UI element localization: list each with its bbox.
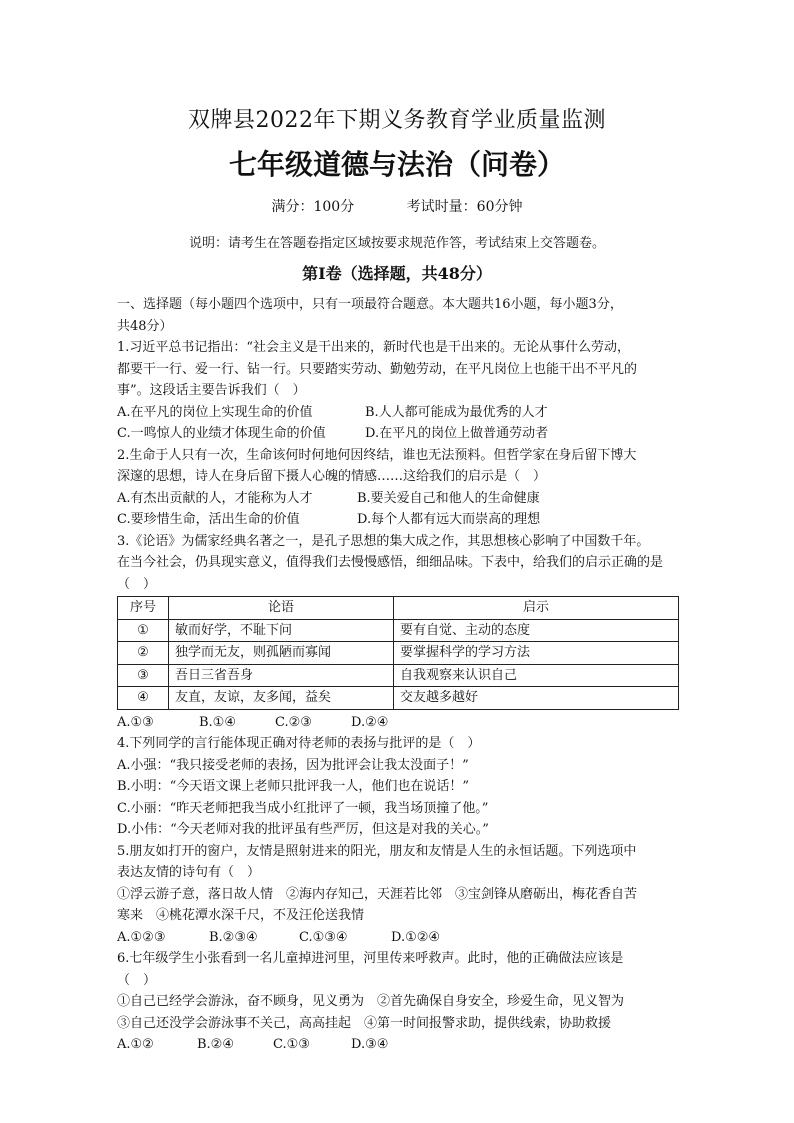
q3-row-insight: 自我观察来认识自己	[394, 664, 679, 687]
q3-row-quote: 敏而好学，不耻下问	[169, 619, 394, 642]
q6-statements-2: ③自己还没学会游泳事不关己，高高挂起 ④第一时间报警求助，提供线索，协助救援	[117, 1015, 612, 1031]
q1-stem-2: 都要干一行、爱一行、钻一行。只要踏实劳动、勤勉劳动，在平凡岗位上也能干出不平凡的	[117, 361, 638, 377]
q5-option-a: A.①②③	[117, 929, 166, 945]
q5-option-c: C.①③④	[299, 929, 348, 945]
table-row	[118, 619, 679, 642]
q3-row-number: ④	[118, 687, 169, 710]
q3-stem-2: 在当今社会，仍具现实意义，值得我们去慢慢感悟，细细品味。下表中，给我们的启示正确的是	[117, 555, 664, 570]
table-row	[118, 687, 679, 710]
q2-option-d: D.每个人都有远大而崇高的理想	[357, 512, 541, 527]
q6-option-d: D.③④	[351, 1037, 389, 1052]
full-score: 满分：100分	[271, 199, 355, 215]
q3-row-quote: 友直，友谅，友多闻，益矣	[169, 687, 394, 710]
q1-options-row-2	[117, 423, 683, 445]
q3-header-quote: 论语	[169, 597, 394, 620]
q6-option-b: B.②④	[197, 1037, 234, 1052]
exam-title: 双牌县2022年下期义务教育学业质量监测	[188, 108, 606, 133]
q6-options	[117, 1034, 683, 1056]
q6-statements: ①自己已经学会游泳，奋不顾身，见义勇为 ②首先确保自身安全，珍爱生命，见义智为	[117, 994, 625, 1009]
q5-options	[117, 927, 683, 949]
part-title: 第Ⅰ卷（选择题，共48分）	[302, 264, 492, 283]
q3-row-insight: 交友越多越好	[394, 687, 679, 710]
table-row	[118, 642, 679, 665]
q6-option-a: A.①②	[117, 1037, 154, 1052]
q1-option-c: C.一鸣惊人的业绩才体现生命的价值	[117, 426, 326, 441]
q6-stem-2: （ ）	[117, 972, 157, 988]
q3-option-c: C.②③	[275, 714, 312, 730]
section-intro: 一、选择题（每小题四个选项中，只有一项最符合题意。本大题共16小题，每小题3分，	[117, 297, 623, 312]
q4-option-c: C.小丽：“昨天老师把我当成小红批评了一顿，我当场顶撞了他。”	[117, 800, 489, 816]
table-row	[118, 664, 679, 687]
q5-stem-2: 表达友情的诗句有（ ）	[117, 865, 261, 880]
exam-meta	[0, 196, 794, 216]
q2-option-c: C.要珍惜生命，活出生命的价值	[117, 512, 300, 527]
q5-statements: ①浮云游子意，落日故人情 ②海内存知己，天涯若比邻 ③宝剑锋从磨砺出，梅花香自苦	[117, 886, 638, 902]
q3-table	[117, 596, 679, 710]
q3-row-number: ①	[118, 619, 169, 642]
q4-option-a: A.小强：“我只接受老师的表扬，因为批评会让我太没面子！”	[117, 757, 469, 773]
q2-stem: 2.生命于人只有一次，生命该何时何地何因终结，谁也无法预料。但哲学家在身后留下博大	[117, 447, 637, 463]
q3-row-number: ②	[118, 642, 169, 665]
exam-subtitle: 七年级道德与法治（问卷）	[228, 148, 565, 181]
q3-stem-3: （ ）	[117, 576, 157, 592]
exam-time: 考试时量：60分钟	[406, 199, 523, 215]
q3-header-number: 序号	[118, 597, 169, 620]
q4-option-d: D.小伟：“今天老师对我的批评虽有些严厉，但这是对我的关心。”	[117, 822, 489, 837]
q3-row-insight: 要掌握科学的学习方法	[394, 642, 679, 665]
q3-stem: 3.《论语》为儒家经典名著之一，是孔子思想的集大成之作，其思想核心影响了中国数千年。	[117, 533, 650, 549]
q1-option-d: D.在平凡的岗位上做普通劳动者	[365, 426, 549, 441]
q2-options-row-1	[117, 488, 683, 510]
exam-instruction: 说明：请考生在答题卷指定区域按要求规范作答，考试结束上交答题卷。	[188, 236, 605, 251]
q4-option-b: B.小明：“今天语文课上老师只批评我一人，他们也在说话！”	[117, 779, 469, 794]
q2-option-a: A.有杰出贡献的人，才能称为人才	[117, 490, 313, 506]
q6-option-c: C.①③	[273, 1037, 310, 1052]
q3-row-quote: 吾日三省吾身	[169, 664, 394, 687]
q2-options-row-2	[117, 509, 683, 531]
q1-stem-3: 事”。这段话主要告诉我们（ ）	[117, 383, 306, 398]
q4-stem: 4.下列同学的言行能体现正确对待老师的表扬与批评的是（ ）	[117, 736, 481, 751]
q3-table-header-row	[118, 597, 679, 620]
question-body	[117, 294, 683, 1056]
q3-row-quote: 独学而无友，则孤陋而寡闻	[169, 642, 394, 665]
q3-option-b: B.①④	[199, 714, 236, 730]
q3-row-number: ③	[118, 664, 169, 687]
q3-options	[117, 712, 683, 734]
q1-option-b: B.人人都可能成为最优秀的人才	[365, 404, 548, 420]
q2-option-b: B.要关爱自己和他人的生命健康	[357, 490, 540, 506]
q5-statements-2: 寒来 ④桃花潭水深千尺，不及汪伦送我情	[117, 908, 365, 923]
q2-stem-2: 深邃的思想，诗人在身后留下摄人心魄的情感……这给我们的启示是（ ）	[117, 469, 547, 484]
q5-option-b: B.②③④	[209, 929, 258, 945]
q1-options-row-1	[117, 402, 683, 424]
q6-stem: 6.七年级学生小张看到一名儿童掉进河里，河里传来呼救声。此时，他的正确做法应该是	[117, 951, 624, 966]
q5-stem: 5.朋友如打开的窗户，友情是照射进来的阳光，朋友和友情是人生的永恒话题。下列选项中	[117, 843, 637, 859]
section-intro-cont: 共48分）	[117, 318, 173, 334]
q3-row-insight: 要有自觉、主动的态度	[394, 619, 679, 642]
q5-option-d: D.①②④	[391, 929, 441, 945]
q3-header-insight: 启示	[394, 597, 679, 620]
q1-stem: 1.习近平总书记指出：“社会主义是干出来的，新时代也是干出来的。无论从事什么劳动，	[117, 340, 631, 355]
q3-option-a: A.①③	[117, 714, 154, 730]
q1-option-a: A.在平凡的岗位上实现生命的价值	[117, 404, 313, 420]
q3-option-d: D.②④	[351, 714, 389, 730]
